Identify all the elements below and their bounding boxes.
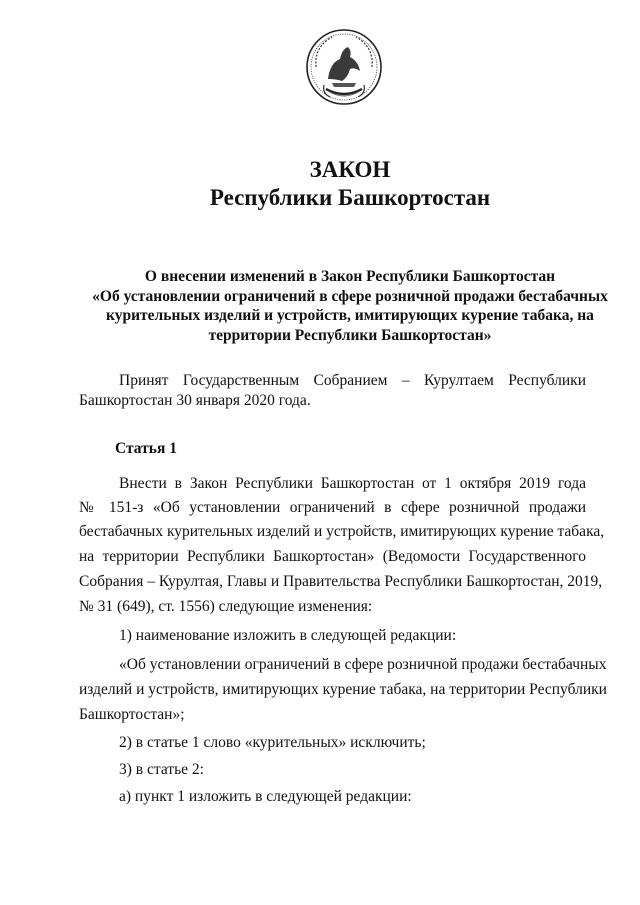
article-heading: Статья 1 <box>115 440 177 457</box>
article-intro-line: Внести в Закон Республики Башкортостан от 1 октября 2019 года <box>119 475 586 492</box>
law-title: ЗАКОН <box>309 157 391 182</box>
article-intro-line: бестабачных курительных изделий и устройств, имитирующих курение табака, <box>79 523 605 540</box>
subject-line: территории Республики Башкортостан» <box>208 326 492 344</box>
coat-of-arms-emblem <box>304 27 384 107</box>
law-subtitle: Республики Башкортостан <box>209 185 491 210</box>
quote-line: «Об установлении ограничений в сфере розничной продажи бестабачных <box>119 656 607 673</box>
list-item-2: 2) в статье 1 слово «курительных» исключить; <box>119 734 426 751</box>
subject-line: О внесении изменений в Закон Республики Башкортостан <box>144 268 556 285</box>
list-item-3a: а) пункт 1 изложить в следующей редакции: <box>119 788 412 805</box>
quote-line: Башкортостан»; <box>79 706 185 723</box>
adoption-line-2: Башкортостан 30 января 2020 года. <box>79 392 311 409</box>
subject-line: «Об установлении ограничений в сфере розничной продажи бестабачных <box>92 287 608 305</box>
article-intro-line: № 151-з «Об установлении ограничений в сфере розничной продажи <box>79 499 586 516</box>
adoption-line-1: Принят Государственным Собранием – Курултаем Республики <box>119 372 586 389</box>
article-intro-line: на территории Республики Башкортостан» (Ведомости Государственного <box>79 548 586 565</box>
law-subject <box>60 267 640 345</box>
article-intro-line: Собрания – Курултая, Главы и Правительства Республики Башкортостан, 2019, <box>79 573 603 590</box>
quote-line: изделий и устройств, имитирующих курение табака, на территории Республики <box>79 681 607 698</box>
list-item-3: 3) в статье 2: <box>119 761 204 778</box>
subject-line: курительных изделий и устройств, имитирующих курение табака, на <box>106 307 594 324</box>
list-item-1: 1) наименование изложить в следующей редакции: <box>119 627 457 644</box>
article-intro-line: № 31 (649), ст. 1556) следующие изменения: <box>79 598 373 615</box>
